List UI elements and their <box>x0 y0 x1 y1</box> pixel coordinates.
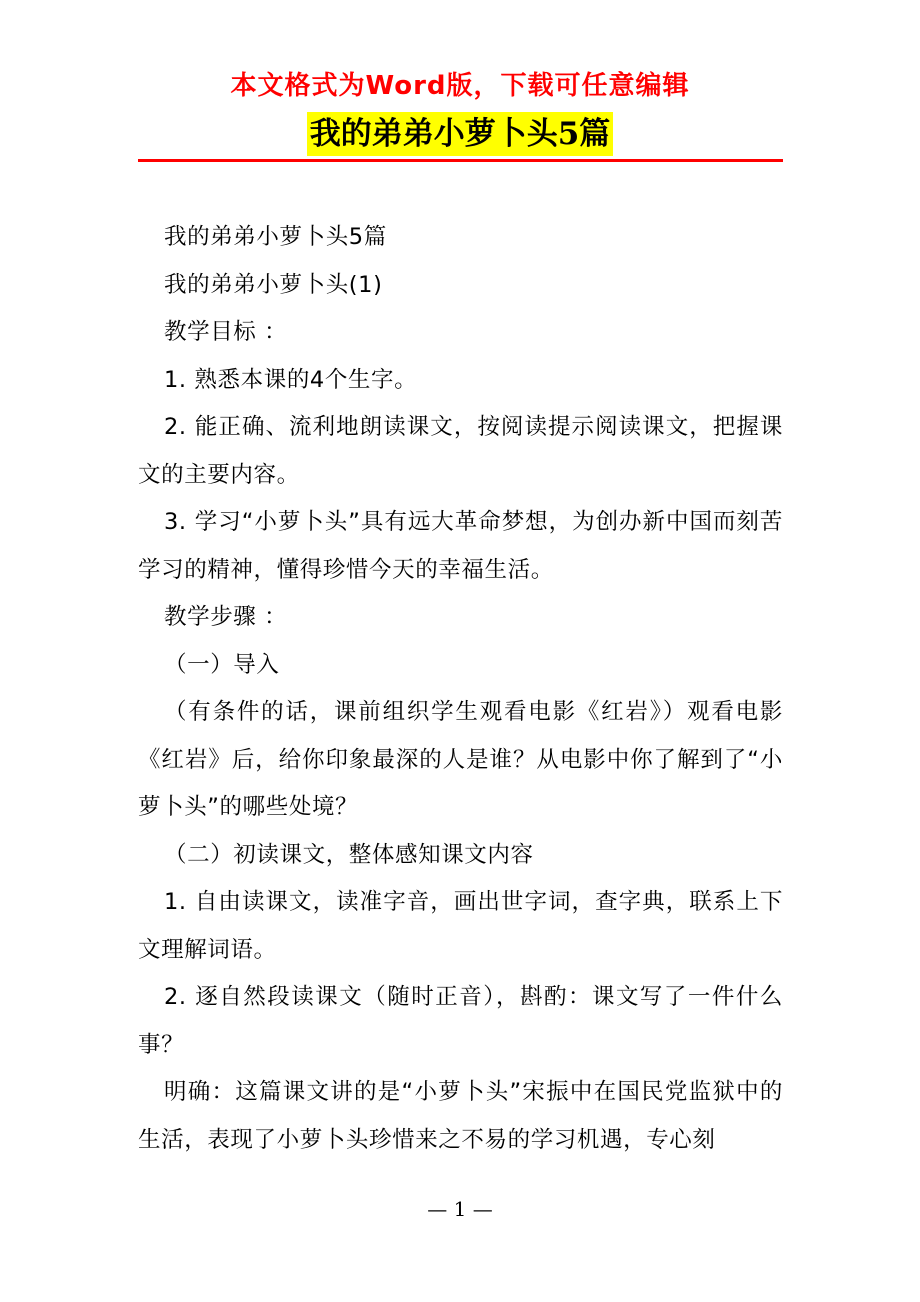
format-notice: 本文格式为Word版，下载可任意编辑 <box>230 71 690 101</box>
paragraph: （二）初读课文，整体感知课文内容 <box>164 841 534 868</box>
page-number: — 1 — <box>427 1197 493 1221</box>
paragraph: 1. 熟悉本课的4个生字。 <box>164 366 418 393</box>
paragraph: （一）导入 <box>164 651 280 678</box>
paragraph: 2. 能正确、流利地朗读课文，按阅读提示阅读课文，把握课文的主要内容。 <box>138 414 783 488</box>
paragraph: 明确：这篇课文讲的是“小萝卜头”宋振中在国民党监狱中的生活，表现了小萝卜头珍惜来之不易的学习机遇，专心刻 <box>138 1079 783 1153</box>
title-container <box>0 112 920 156</box>
paragraph: 我的弟弟小萝卜头(1) <box>164 271 383 298</box>
paragraph: 1. 自由读课文，读准字音，画出世字词，查字典，联系上下文理解词语。 <box>138 889 783 963</box>
paragraph: 我的弟弟小萝卜头5篇 <box>164 224 387 250</box>
title-divider <box>138 159 783 162</box>
paragraph: （有条件的话，课前组织学生观看电影《红岩》）观看电影《红岩》后，给你印象最深的人是谁？从电影中你了解到了“小萝卜头”的哪些处境？ <box>138 699 783 820</box>
paragraph: 3. 学习“小萝卜头”具有远大革命梦想，为创办新中国而刻苦学习的精神，懂得珍惜今天的幸福生活。 <box>138 509 783 583</box>
paragraph: 2. 逐自然段读课文（随时正音），斟酌：课文写了一件什么事？ <box>138 984 783 1058</box>
paragraph: 教学步骤 ： <box>164 604 288 630</box>
document-title: 我的弟弟小萝卜头5篇 <box>307 112 614 156</box>
paragraph: 教学目标 ： <box>164 319 288 345</box>
document-body <box>138 214 783 1164</box>
